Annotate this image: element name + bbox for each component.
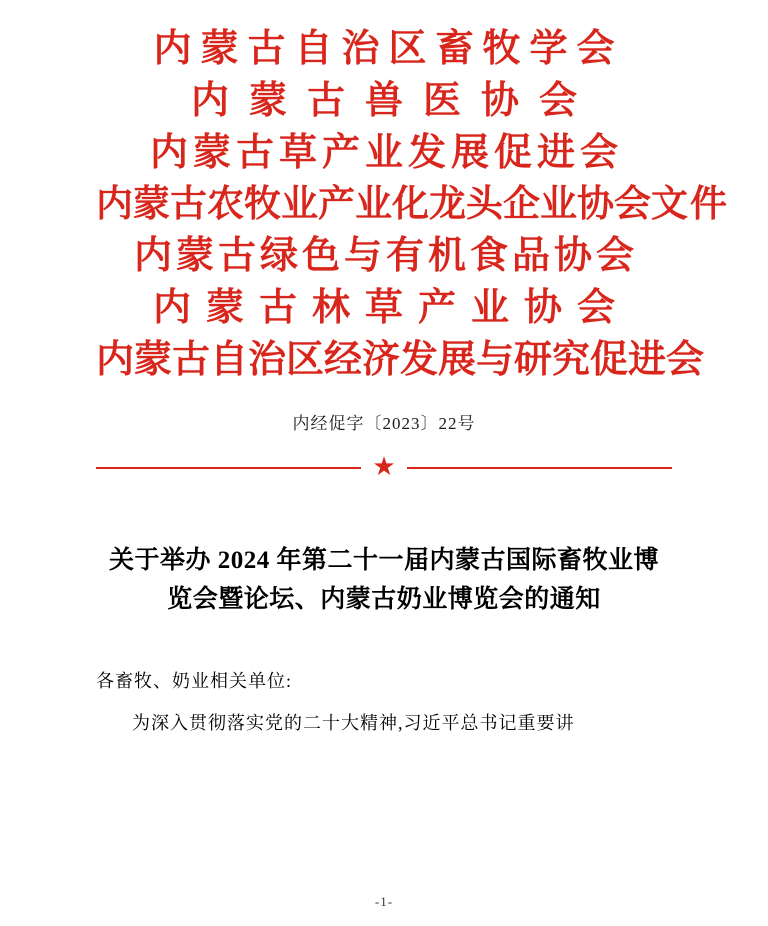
letterhead [96, 28, 729, 381]
letterhead-line-3: 内蒙古草产业发展促进会 [149, 132, 623, 174]
document-number: 内经促字〔2023〕22号 [292, 414, 476, 433]
letterhead-line-6: 内蒙古林草产业协会 [152, 287, 630, 329]
letterhead-line-4-text: 内蒙古农牧业产业化龙头企业协会 [96, 184, 651, 225]
salutation: 各畜牧、奶业相关单位: [96, 670, 292, 691]
divider-bar-left [96, 467, 361, 469]
divider-bar-right [407, 467, 672, 469]
letterhead-line-5: 内蒙古绿色与有机食品协会 [133, 235, 638, 277]
letterhead-line-2: 内蒙古兽医协会 [190, 80, 597, 122]
red-divider [96, 452, 672, 481]
page-title: 关于举办 2024 年第二十一届内蒙古国际畜牧业博览会暨论坛、内蒙古奶业博览会的通知 [108, 547, 659, 613]
letterhead-line-7: 内蒙古自治区经济发展与研究促进会 [96, 339, 705, 381]
body-paragraph-1: 为深入贯彻落实党的二十大精神,习近平总书记重要讲 [132, 713, 575, 734]
letterhead-line-4 [96, 184, 729, 225]
page-number: -1- [374, 894, 394, 909]
star-icon: ★ [372, 452, 396, 481]
letterhead-line-1: 内蒙古自治区畜牧学会 [153, 28, 624, 70]
letterhead-suffix: 文件 [651, 184, 729, 225]
